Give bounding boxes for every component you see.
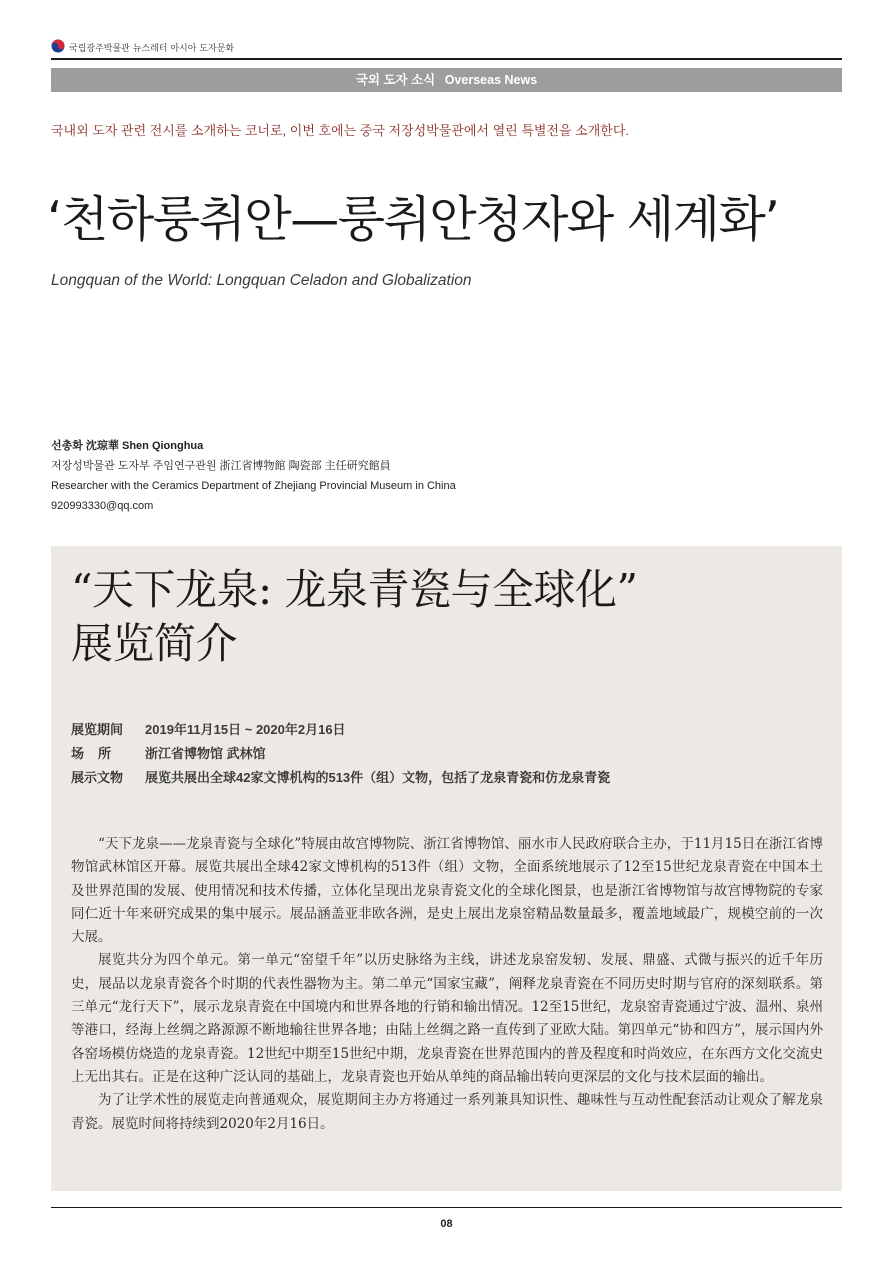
article-panel xyxy=(51,546,842,1191)
info-row-exhibits xyxy=(71,766,610,790)
info-label: 展示文物 xyxy=(71,770,124,785)
author-position-en: Researcher with the Ceramics Department of Zhejiang Provincial Museum in China xyxy=(51,480,456,492)
info-value: 展览共展出全球42家文博机构的513件（组）文物，包括了龙泉青瓷和仿龙泉青瓷 xyxy=(145,770,611,785)
article-title-korean: ‘천하룽취안—룽취안청자와 세계화’ xyxy=(47,191,779,248)
info-value: 2019年11月15日 ~ 2020年2月16日 xyxy=(145,722,346,737)
intro-text: 국내외 도자 관련 전시를 소개하는 코너로, 이번 호에는 중국 저장성박물관에서 열린 특별전을 소개한다. xyxy=(51,123,630,138)
author-name: 선총화 沈琼華 Shen Qionghua xyxy=(51,440,204,452)
body-paragraph: “天下龙泉——龙泉青瓷与全球化”特展由故宫博物院、浙江省博物馆、丽水市人民政府联合主办，于11月15日在浙江省博物馆武林馆区开幕。展览共展出全球42家文博机构的513件（组）文物，全面系统地展示了12至15世纪龙泉青瓷在中国本土及世界范围的发展、使用情况和技术传播，立体化呈现出龙泉青瓷文化的全球化图景，也是浙江省博物馆与故宫博物院的专家同仁近十年来研究成果的集中展示。展品涵盖亚非欧各洲，是史上展出龙泉窑精品数量最多，覆盖地域最广，规模空前的一次大展。 xyxy=(71,836,823,946)
body-paragraph: 为了让学术性的展览走向普通观众，展览期间主办方将通过一系列兼具知识性、趣味性与互动性配套活动让观众了解龙泉青瓷。展览时间将持续到2020年2月16日。 xyxy=(71,1092,823,1132)
article-title-english: Longquan of the World: Longquan Celadon and Globalization xyxy=(51,272,472,289)
article-body xyxy=(71,833,823,1136)
info-label: 场所 xyxy=(71,746,126,761)
info-value: 浙江省博物馆 武林馆 xyxy=(145,746,266,761)
panel-title xyxy=(71,563,637,671)
info-row-period xyxy=(71,718,610,742)
page-number: 08 xyxy=(440,1218,453,1230)
korea-taegeuk-logo-icon xyxy=(51,39,65,53)
panel-title-line1: “天下龙泉: 龙泉青瓷与全球化” xyxy=(71,565,638,614)
body-paragraph: 展览共分为四个单元。第一单元“窑望千年”以历史脉络为主线，讲述龙泉窑发轫、发展、鼎盛、式微与振兴的近千年历史，展品以龙泉青瓷各个时期的代表性器物为主。第二单元“国家宝藏”，阐释龙泉青瓷在不同历史时期与官府的深刻联系。第三单元“龙行天下”，展示龙泉青瓷在中国境内和世界各地的行销和输出情况。12至15世纪，龙泉窑青瓷通过宁波、温州、泉州等港口，经海上丝绸之路源源不断地输往世界各地；由陆上丝绸之路一直传到了亚欧大陆。第四单元“协和四方”，展示国内外各窑场模仿烧造的龙泉青瓷。12世纪中期至15世纪中期，龙泉青瓷在世界范围内的普及程度和时尚效应，在东西方文化交流史上无出其右。正是在这种广泛认同的基础上，龙泉青瓷也开始从单纯的商品输出转向更深层的文化与技术层面的输出。 xyxy=(71,952,823,1085)
banner-english: Overseas News xyxy=(444,73,538,87)
section-banner xyxy=(51,68,842,92)
author-block xyxy=(51,436,456,516)
newsletter-title: 국립광주박물관 뉴스레터 아시아 도자문화 xyxy=(69,44,235,54)
author-email[interactable]: 920993330@qq.com xyxy=(51,500,154,512)
header-divider xyxy=(51,58,842,60)
info-label: 展览期间 xyxy=(71,722,124,737)
footer-divider xyxy=(51,1207,842,1208)
banner-korean: 국외 도자 소식 xyxy=(355,73,436,87)
page-header xyxy=(51,38,842,58)
author-position-ko: 저장성박물관 도자부 주임연구관원 浙江省博物館 陶瓷部 主任研究館員 xyxy=(51,460,391,472)
panel-title-line2: 展览简介 xyxy=(71,619,238,668)
exhibition-info xyxy=(71,718,610,790)
info-row-venue xyxy=(71,742,610,766)
